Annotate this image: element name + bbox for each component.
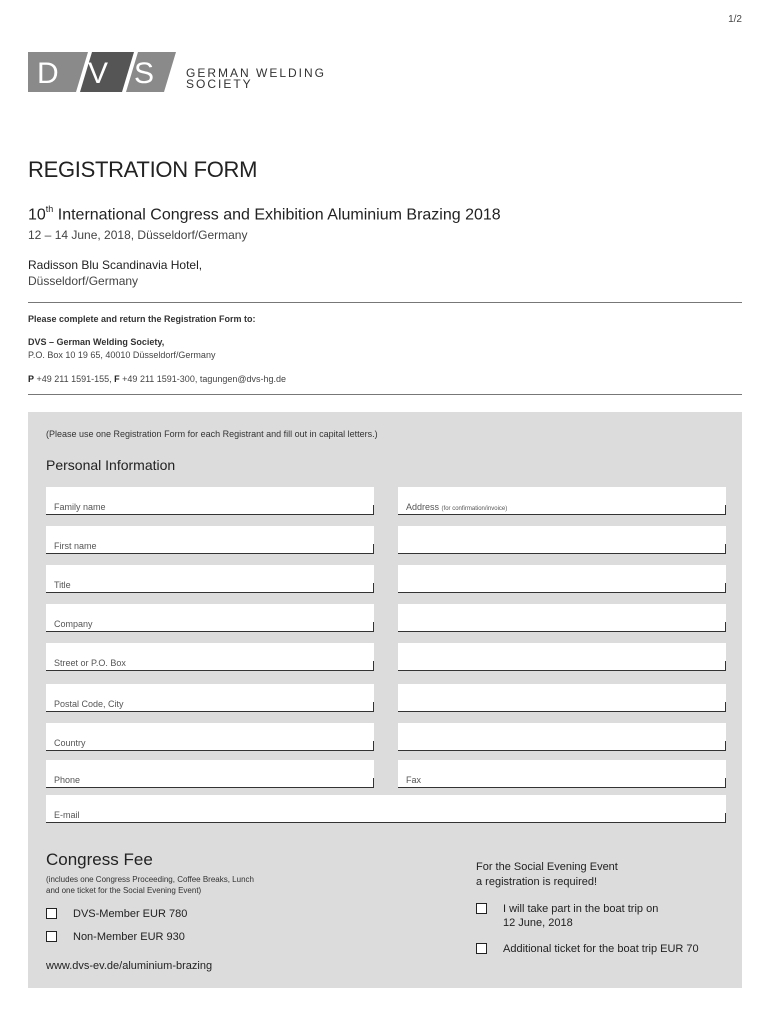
fee-note-line-1: (includes one Congress Proceeding, Coffee Breaks, Lunch xyxy=(46,875,254,884)
address-field[interactable] xyxy=(398,487,726,515)
field-label: Title xyxy=(54,580,71,590)
boat-trip-checkbox[interactable] xyxy=(476,903,487,914)
congress-ordinal: 10 xyxy=(28,206,46,224)
dvs-logo xyxy=(28,52,326,92)
congress-date: 12 – 14 June, 2018, Düsseldorf/Germany xyxy=(28,228,248,242)
dvs-member-option[interactable] xyxy=(46,907,187,921)
field-label xyxy=(406,502,507,512)
hotel-name: Radisson Blu Scandinavia Hotel, xyxy=(28,258,203,272)
company-field[interactable] xyxy=(46,604,374,632)
fee-note-line-2: and one ticket for the Social Evening Event) xyxy=(46,886,202,895)
logo-wordmark xyxy=(186,68,326,90)
boat-trip-line-1: I will take part in the boat trip on xyxy=(503,903,659,915)
congress-name: International Congress and Exhibition Aluminium Brazing 2018 xyxy=(53,206,501,224)
additional-ticket-label: Additional ticket for the boat trip EUR 70 xyxy=(503,943,699,955)
non-member-checkbox[interactable] xyxy=(46,931,57,942)
congress-ordinal-suffix: th xyxy=(45,204,54,214)
additional-ticket-checkbox[interactable] xyxy=(476,943,487,954)
field-label: E-mail xyxy=(54,810,80,820)
congress-fee-note xyxy=(46,874,316,896)
organization-name: DVS – German Welding Society, xyxy=(28,337,165,347)
boat-trip-label xyxy=(503,902,658,930)
address-line-4-field[interactable] xyxy=(398,604,726,632)
congress-fee-heading: Congress Fee xyxy=(46,850,153,869)
phone-field[interactable] xyxy=(46,760,374,788)
postal-code-city-field[interactable] xyxy=(46,684,374,712)
address-line-3-field[interactable] xyxy=(398,565,726,593)
field-label: Phone xyxy=(54,775,81,785)
dvs-logo-mark xyxy=(28,52,176,92)
address-label: Address xyxy=(406,502,440,512)
address-line-5-field[interactable] xyxy=(398,643,726,671)
field-label: First name xyxy=(54,541,97,551)
dvs-member-checkbox[interactable] xyxy=(46,908,57,919)
dvs-member-label: DVS-Member EUR 780 xyxy=(73,908,188,920)
field-label: Street or P.O. Box xyxy=(54,658,126,668)
boat-trip-line-2: 12 June, 2018 xyxy=(503,917,573,929)
non-member-option[interactable] xyxy=(46,930,185,944)
svg-text:D: D xyxy=(37,57,61,90)
address-sublabel: (for confirmation/invoice) xyxy=(441,506,508,512)
field-label: Company xyxy=(54,619,93,629)
field-label: Postal Code, City xyxy=(54,699,124,709)
hotel-city: Düsseldorf/Germany xyxy=(28,274,139,288)
page-title: REGISTRATION FORM xyxy=(28,157,258,182)
non-member-label: Non-Member EUR 930 xyxy=(73,931,185,943)
social-event-subheading: a registration is required! xyxy=(476,876,598,888)
svg-text:S: S xyxy=(134,57,155,90)
congress-title xyxy=(28,205,501,224)
street-field[interactable] xyxy=(46,643,374,671)
address-line-2-field[interactable] xyxy=(398,526,726,554)
logo-line-2: SOCIETY xyxy=(186,77,253,91)
organization-address: P.O. Box 10 19 65, 40010 Düsseldorf/Germany xyxy=(28,350,216,360)
phone-number: +49 211 1591-155, xyxy=(34,374,115,384)
boat-trip-option[interactable] xyxy=(476,902,658,930)
fax-email: +49 211 1591-300, tagungen@dvs-hg.de xyxy=(119,374,287,384)
additional-ticket-option[interactable] xyxy=(476,942,699,956)
logo-line-1: GERMAN WELDING xyxy=(186,66,327,80)
personal-information-heading: Personal Information xyxy=(46,457,176,473)
page-number: 1/2 xyxy=(728,14,742,25)
social-event-heading: For the Social Evening Event xyxy=(476,861,618,873)
contact-line xyxy=(28,374,286,384)
title-field[interactable] xyxy=(46,565,374,593)
first-name-field[interactable] xyxy=(46,526,374,554)
divider xyxy=(28,302,742,303)
field-label: Fax xyxy=(406,775,422,785)
divider xyxy=(28,394,742,395)
return-instructions: Please complete and return the Registration Form to: xyxy=(28,314,256,324)
field-label: Country xyxy=(54,738,86,748)
svg-text:V: V xyxy=(88,57,109,90)
website-link[interactable]: www.dvs-ev.de/aluminium-brazing xyxy=(46,960,213,972)
phone-prefix: P xyxy=(28,374,35,384)
address-line-7-field[interactable] xyxy=(398,723,726,751)
fax-prefix: F xyxy=(114,374,120,384)
address-line-6-field[interactable] xyxy=(398,684,726,712)
country-field[interactable] xyxy=(46,723,374,751)
field-label: Family name xyxy=(54,502,106,512)
email-field[interactable] xyxy=(46,795,726,823)
form-note: (Please use one Registration Form for each Registrant and fill out in capital letters.) xyxy=(46,429,378,439)
fax-field[interactable] xyxy=(398,760,726,788)
family-name-field[interactable] xyxy=(46,487,374,515)
